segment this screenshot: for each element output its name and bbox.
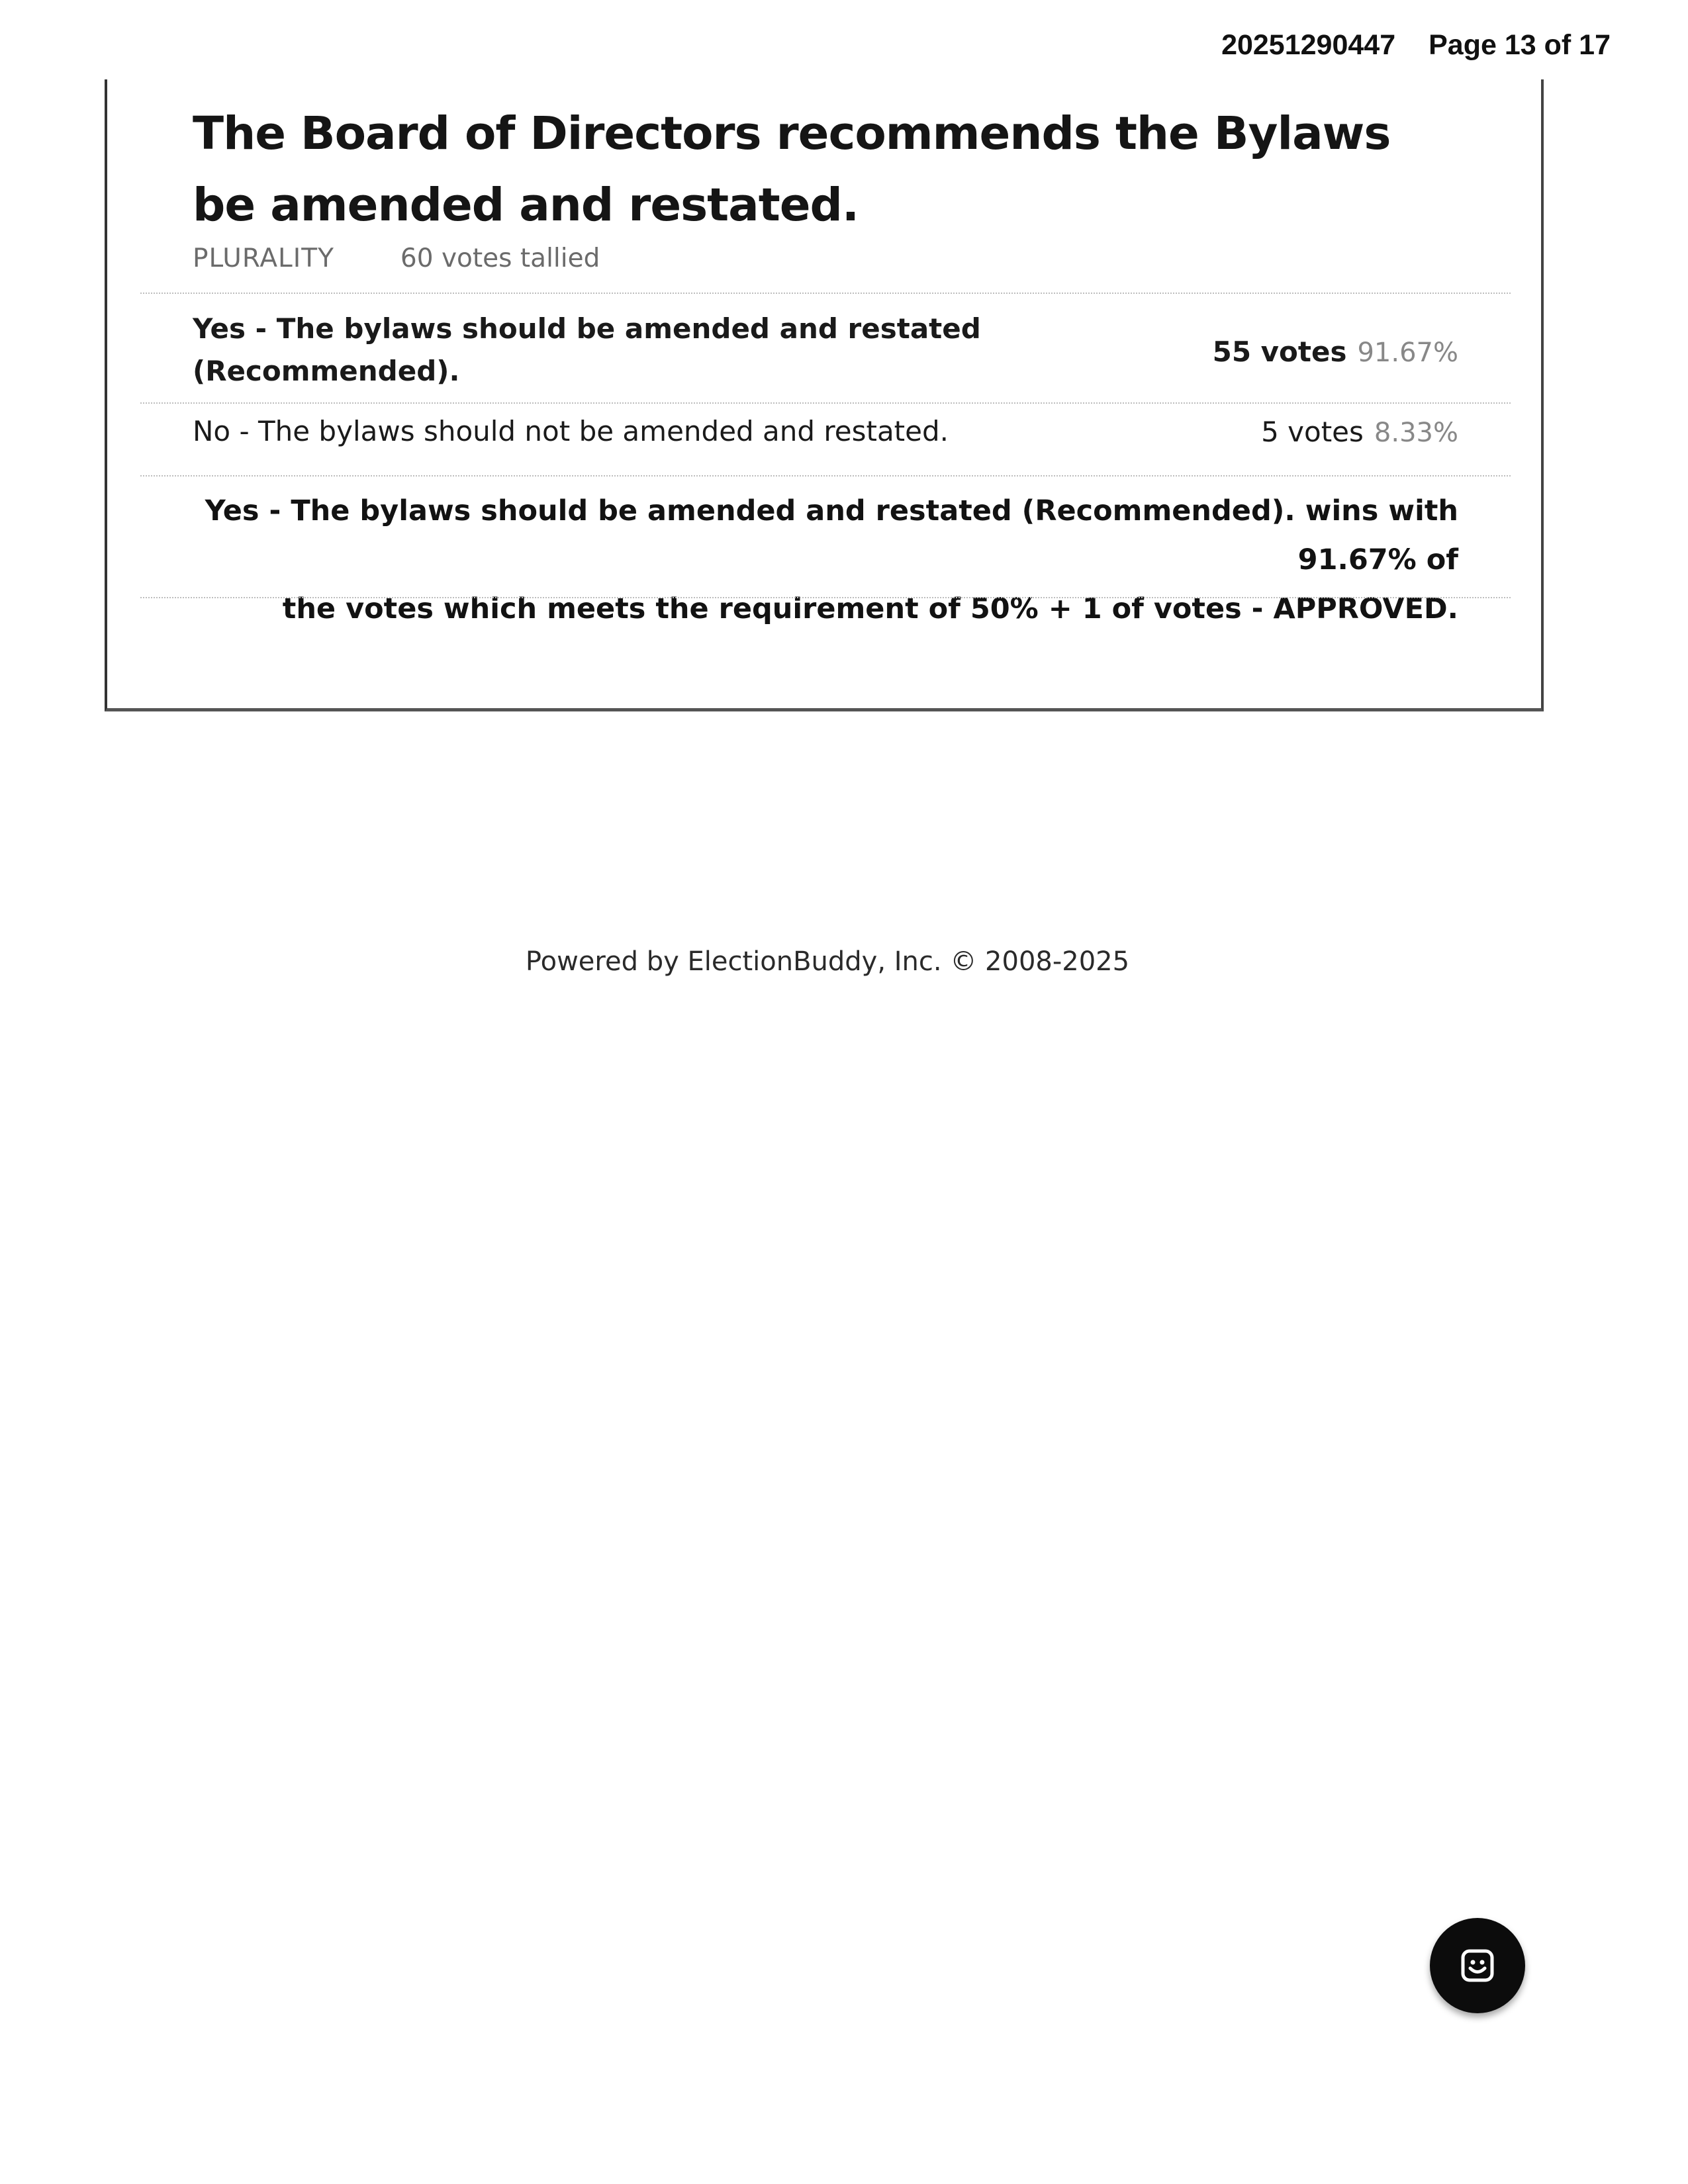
question-meta [193, 244, 600, 273]
page-header [1221, 29, 1611, 62]
choice-no-label: No - The bylaws should not be amended and restated. [193, 415, 949, 447]
divider [140, 402, 1511, 404]
result-line-1: Yes - The bylaws should be amended and restated (Recommended). wins with 91.67% of [205, 494, 1458, 576]
chat-button[interactable] [1430, 1918, 1525, 2013]
choice-yes-votes: 55 votes [1212, 336, 1347, 368]
result-line-2: the votes which meets the requirement of 50% + 1 of votes - APPROVED. [282, 592, 1458, 625]
divider [140, 597, 1511, 598]
voting-method: PLURALITY [193, 244, 334, 273]
divider [140, 293, 1511, 294]
question-title: The Board of Directors recommends the Bylaws be amended and restated. [193, 107, 1391, 232]
result-summary [167, 486, 1458, 633]
choice-yes-count [1213, 336, 1458, 368]
page-number: Page 13 of 17 [1429, 29, 1611, 61]
document-id: 20251290447 [1221, 29, 1396, 61]
chat-smile-icon [1458, 1946, 1497, 1985]
choice-no-percent: 8.33% [1374, 418, 1458, 448]
votes-tallied: 60 votes tallied [400, 244, 600, 273]
choice-no-votes: 5 votes [1261, 416, 1364, 448]
footer-credit: Powered by ElectionBuddy, Inc. © 2008-2025 [525, 946, 1130, 977]
choice-yes-percent: 91.67% [1357, 338, 1458, 368]
choice-yes-label: Yes - The bylaws should be amended and restated (Recommended). [193, 312, 981, 387]
divider [140, 475, 1511, 477]
ballot-result-card [105, 79, 1544, 711]
choice-no-count [1261, 416, 1458, 448]
